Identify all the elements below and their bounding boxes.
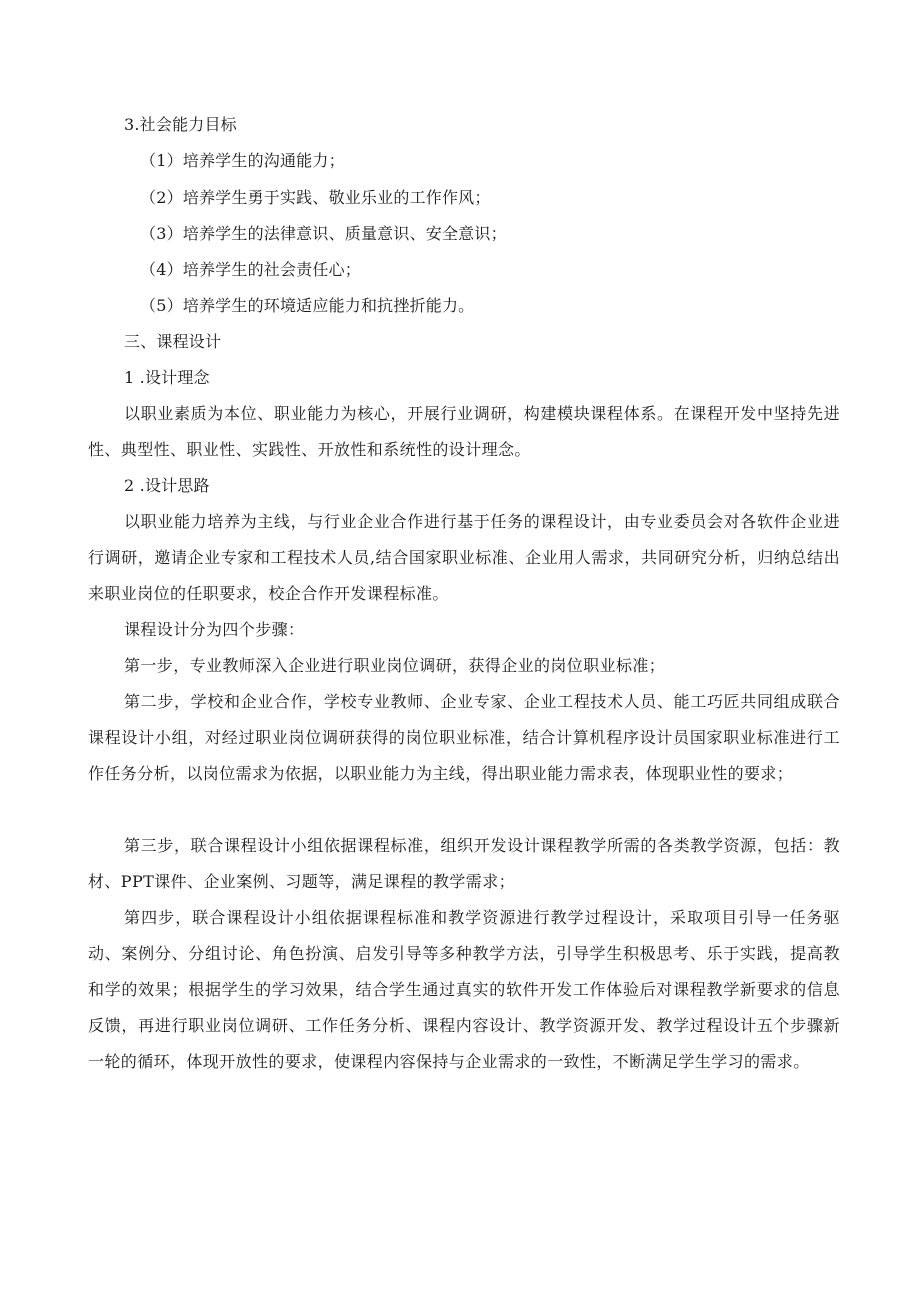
- design-approach-paragraph: 以职业能力培养为主线，与行业企业合作进行基于任务的课程设计，由专业委员会对各软件企业进行调研，邀请企业专家和工程技术人员,结合国家职业标准、企业用人需求，共同研究分析，归纳总结出来职业岗位的任职要求，校企合作开发课程标准。: [88, 512, 840, 603]
- design-approach-heading: 2 .设计思路: [124, 476, 210, 495]
- design-concept-heading: 1 .设计理念: [124, 368, 210, 387]
- design-concept-paragraph: 以职业素质为本位、职业能力为核心，开展行业调研，构建模块课程体系。在课程开发中坚持先进性、典型性、职业性、实践性、开放性和系统性的设计理念。: [88, 404, 840, 459]
- social-goal-item-3: （3）培养学生的法律意识、质量意识、安全意识；: [140, 224, 507, 243]
- social-goal-item-2: （2）培养学生勇于实践、敬业乐业的工作作风；: [140, 188, 491, 207]
- social-goal-heading: 3.社会能力目标: [124, 115, 237, 134]
- social-goal-item-5: （5）培养学生的环境适应能力和抗挫折能力。: [140, 296, 475, 315]
- steps-intro: 课程设计分为四个步骤：: [124, 620, 305, 639]
- step-3-paragraph: 第三步，联合课程设计小组依据课程标准，组织开发设计课程教学所需的各类教学资源，包括：教材、PPT课件、企业案例、习题等，满足课程的教学需求；: [88, 836, 840, 891]
- step-4-paragraph: 第四步，联合课程设计小组依据课程标准和教学资源进行教学过程设计，采取项目引导一任务驱动、案例分、分组讨论、角色扮演、启发引导等多种教学方法，引导学生积极思考、乐于实践，提高教和学的效果；根据学生的学习效果，结合学生通过真实的软件开发工作体验后对课程教学新要求的信息反馈，再进行职业岗位调研、工作任务分析、课程内容设计、教学资源开发、教学过程设计五个步骤新一轮的循环，体现开放性的要求，使课程内容保持与企业需求的一致性，不断满足学生学习的需求。: [88, 908, 840, 1071]
- course-design-heading: 三、课程设计: [124, 332, 222, 351]
- step-2-paragraph: 第二步，学校和企业合作，学校专业教师、企业专家、企业工程技术人员、能工巧匠共同组成联合课程设计小组，对经过职业岗位调研获得的岗位职业标准，结合计算机程序设计员国家职业标准进行工作任务分析，以岗位需求为依据，以职业能力为主线，得出职业能力需求表，体现职业性的要求；: [88, 692, 840, 783]
- step-1-paragraph: 第一步，专业教师深入企业进行职业岗位调研，获得企业的岗位职业标准；: [124, 656, 666, 675]
- social-goal-item-4: （4）培养学生的社会责任心；: [140, 260, 361, 279]
- social-goal-item-1: （1）培养学生的沟通能力；: [140, 151, 345, 170]
